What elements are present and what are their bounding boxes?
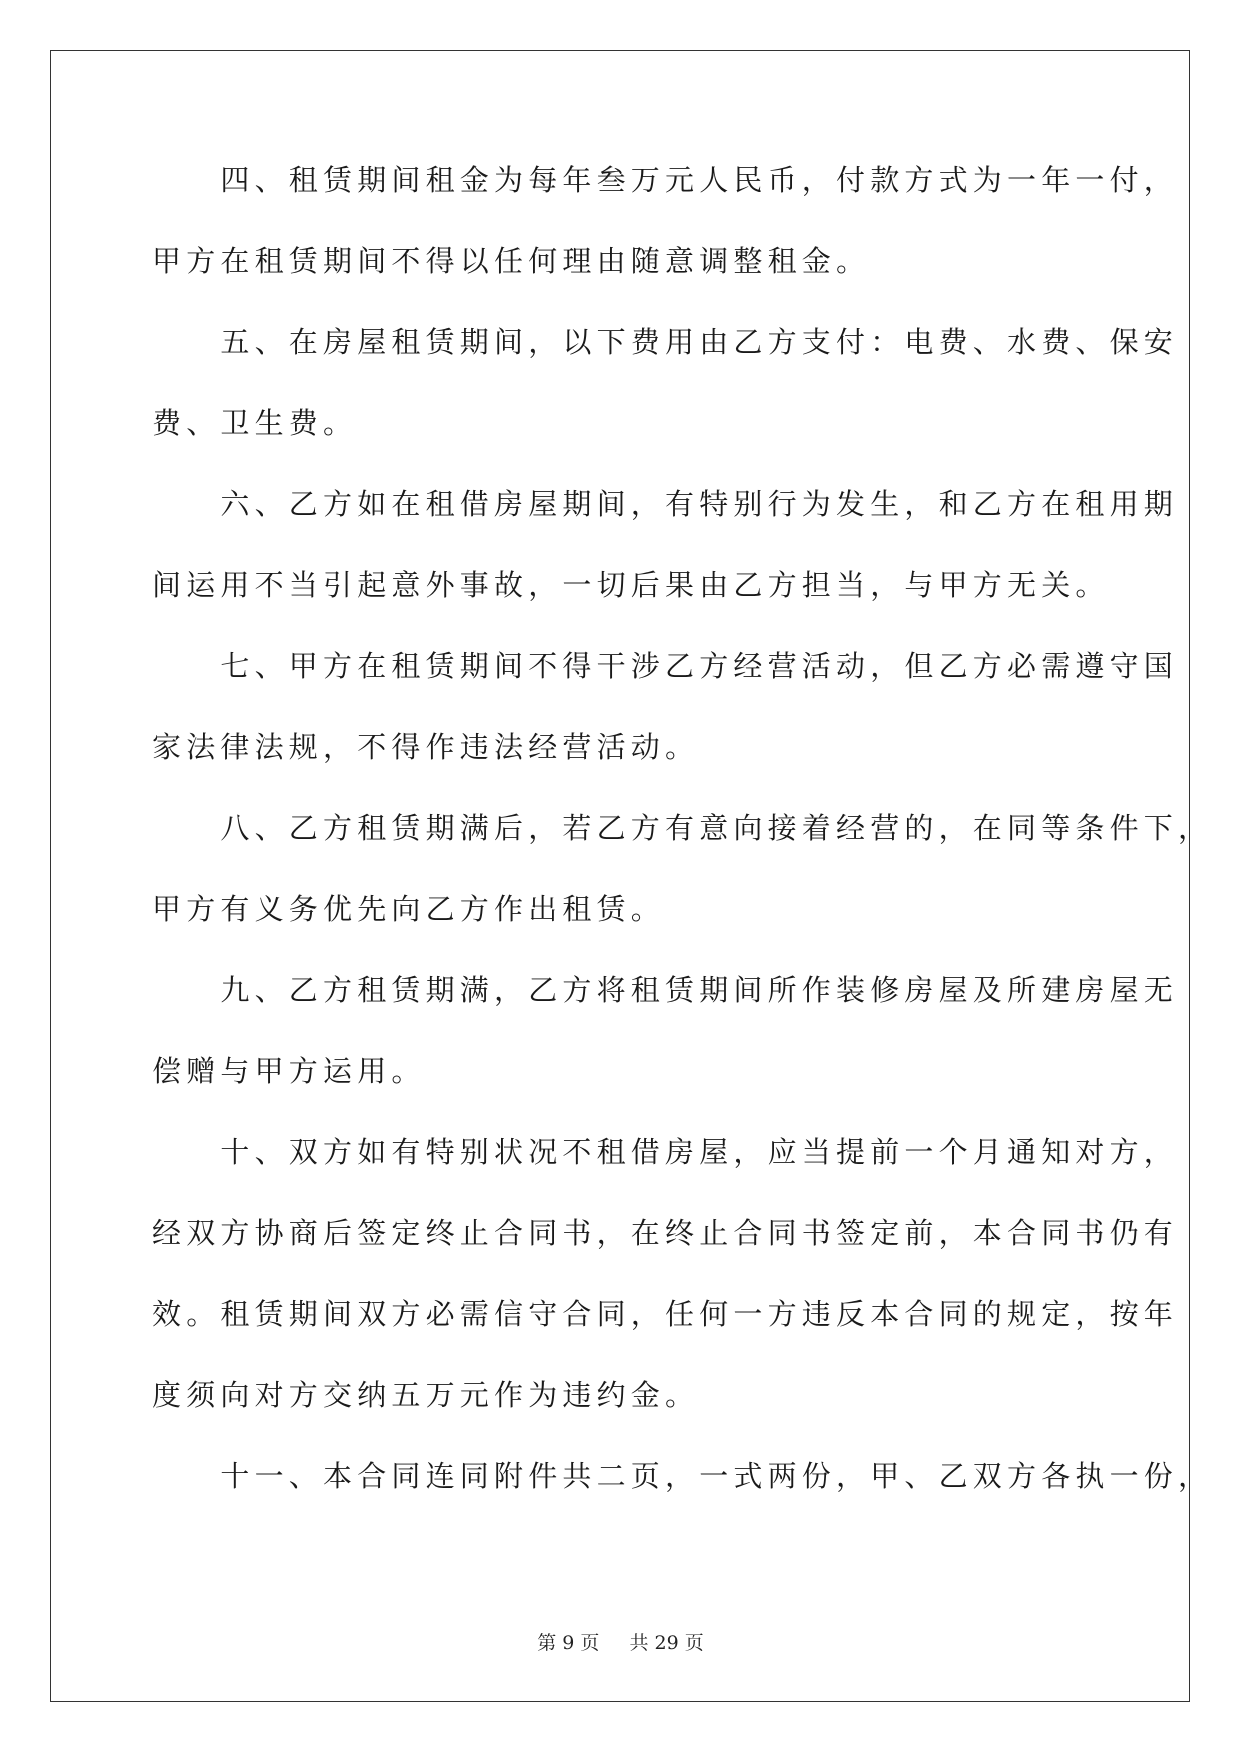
page-footer <box>0 1628 1241 1655</box>
text-line: 偿赠与甲方运用。 <box>152 1054 426 1088</box>
document-body <box>152 156 1213 1533</box>
text-line: 经双方协商后签定终止合同书，在终止合同书签定前，本合同书仍有 <box>152 1216 1179 1250</box>
text-line: 七、甲方在租赁期间不得干涉乙方经营活动，但乙方必需遵守国 <box>152 649 1179 683</box>
text-line: 度须向对方交纳五万元作为违约金。 <box>152 1378 700 1412</box>
text-line: 甲方在租赁期间不得以任何理由随意调整租金。 <box>152 244 871 278</box>
page-number: 第 9 页 <box>537 1632 600 1654</box>
text-line: 五、在房屋租赁期间，以下费用由乙方支付：电费、水费、保安 <box>152 325 1179 359</box>
text-line: 八、乙方租赁期满后，若乙方有意向接着经营的，在同等条件下， <box>152 811 1213 845</box>
text-line: 间运用不当引起意外事故，一切后果由乙方担当，与甲方无关。 <box>152 568 1110 602</box>
text-line: 十、双方如有特别状况不租借房屋，应当提前一个月通知对方， <box>152 1135 1179 1169</box>
text-line: 甲方有义务优先向乙方作出租赁。 <box>152 892 666 926</box>
text-line: 费、卫生费。 <box>152 406 358 440</box>
text-line: 十一、本合同连同附件共二页，一式两份，甲、乙双方各执一份， <box>152 1459 1213 1493</box>
text-line: 四、租赁期间租金为每年叁万元人民币，付款方式为一年一付， <box>152 163 1179 197</box>
text-line: 九、乙方租赁期满，乙方将租赁期间所作装修房屋及所建房屋无 <box>152 973 1179 1007</box>
text-line: 效。租赁期间双方必需信守合同，任何一方违反本合同的规定，按年 <box>152 1297 1179 1331</box>
text-line: 家法律法规，不得作违法经营活动。 <box>152 730 700 764</box>
text-line: 六、乙方如在租借房屋期间，有特别行为发生，和乙方在租用期 <box>152 487 1179 521</box>
page-total: 共 29 页 <box>629 1632 704 1654</box>
